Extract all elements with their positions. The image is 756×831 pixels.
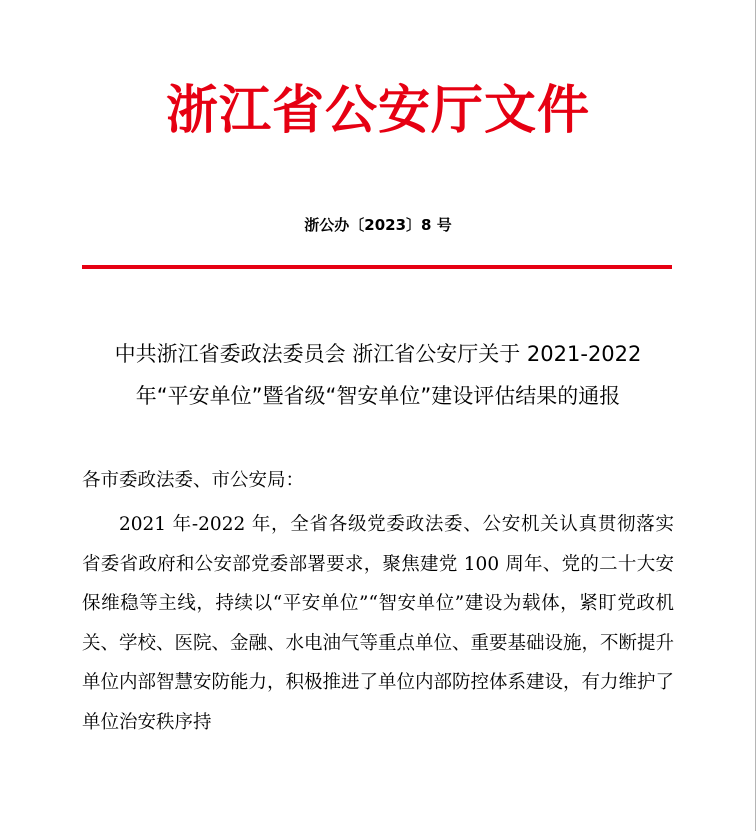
notice-title-line-2: 年“平安单位”暨省级“智安单位”建设评估结果的通报 [135, 384, 621, 408]
header-red-divider [82, 265, 672, 269]
document-number: 浙公办〔2023〕8 号 [304, 216, 452, 234]
body-paragraph: 2021 年-2022 年，全省各级党委政法委、公安机关认真贯彻落实省委省政府和公安部党委部署要求，聚焦建党 100 周年、党的二十大安保维稳等主线，持续以“平安单位”“智安单位”建设为载体，紧盯党政机关、学校、医院、金融、水电油气等重点单位、重要基础设施，不断提升单位内部智慧安防能力，积极推进了单位内部防控体系建设，有力维护了单位治安秩序持 [82, 514, 675, 733]
salutation: 各市委政法委、市公安局： [82, 470, 305, 491]
document-header-title: 浙江省公安厅文件 [165, 81, 590, 141]
notice-title-line-1: 中共浙江省委政法委员会 浙江省公安厅关于 2021-2022 [114, 342, 642, 366]
notice-title [70, 333, 686, 417]
